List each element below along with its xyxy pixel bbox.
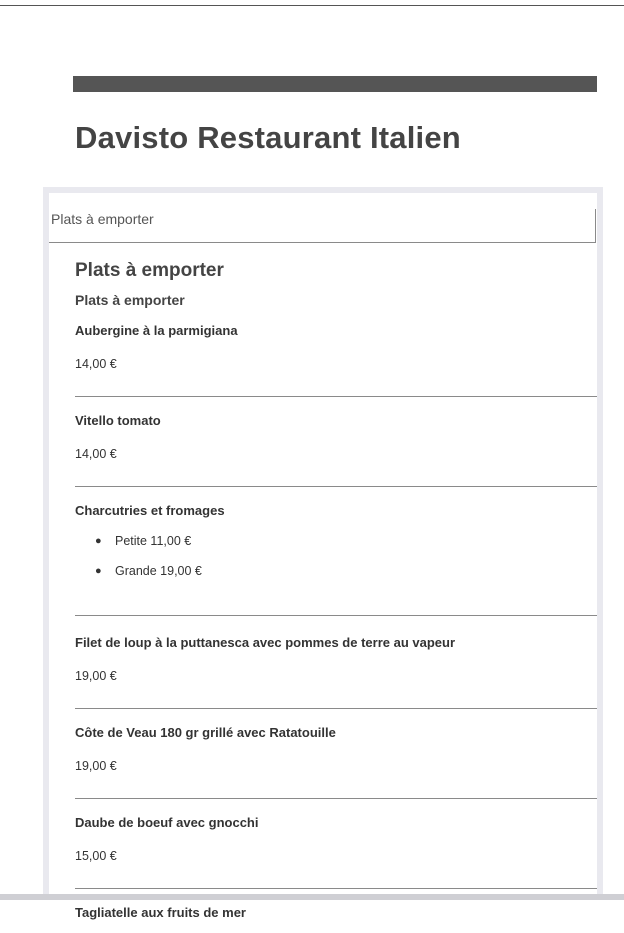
menu-item xyxy=(75,501,597,616)
menu-item-name: Aubergine à la parmigiana xyxy=(75,323,238,338)
menu-item-price: 19,00 € xyxy=(75,759,117,773)
menu-item-name: Daube de boeuf avec gnocchi xyxy=(75,815,259,830)
subsection-title: Plats à emporter xyxy=(75,292,185,308)
menu-item xyxy=(75,633,597,709)
menu-item-price: 19,00 € xyxy=(75,669,117,683)
menu-item-name: Filet de loup à la puttanesca avec pommes de terre au vapeur xyxy=(75,635,456,650)
variant-label: Grande 19,00 € xyxy=(115,564,202,578)
menu-item-price: 14,00 € xyxy=(75,357,117,371)
category-selector[interactable]: Plats à emporter xyxy=(49,209,596,243)
bullet-icon: ● xyxy=(95,535,102,547)
variant-item xyxy=(75,531,597,561)
variant-label: Petite 11,00 € xyxy=(115,534,192,548)
bullet-icon: ● xyxy=(95,565,102,577)
menu-item-name: Charcutries et fromages xyxy=(75,503,225,518)
top-rule xyxy=(0,5,624,6)
variant-item xyxy=(75,561,597,591)
menu-item-price: 15,00 € xyxy=(75,849,117,863)
menu-item-name: Côte de Veau 180 gr grillé avec Ratatouille xyxy=(75,725,336,740)
menu-item xyxy=(75,813,597,889)
variant-list xyxy=(75,531,597,615)
menu-item-name: Tagliatelle aux fruits de mer xyxy=(75,905,246,920)
page-bottom-edge xyxy=(0,894,624,900)
menu-item xyxy=(75,723,597,799)
section-title: Plats à emporter xyxy=(75,260,224,281)
menu-item xyxy=(75,321,597,397)
site-title: Davisto Restaurant Italien xyxy=(75,120,461,155)
menu-item xyxy=(75,903,597,933)
menu-item xyxy=(75,411,597,487)
menu-item-name: Vitello tomato xyxy=(75,413,161,428)
header-bar xyxy=(73,76,597,92)
menu-content xyxy=(75,258,597,933)
menu-item-price: 14,00 € xyxy=(75,447,117,461)
